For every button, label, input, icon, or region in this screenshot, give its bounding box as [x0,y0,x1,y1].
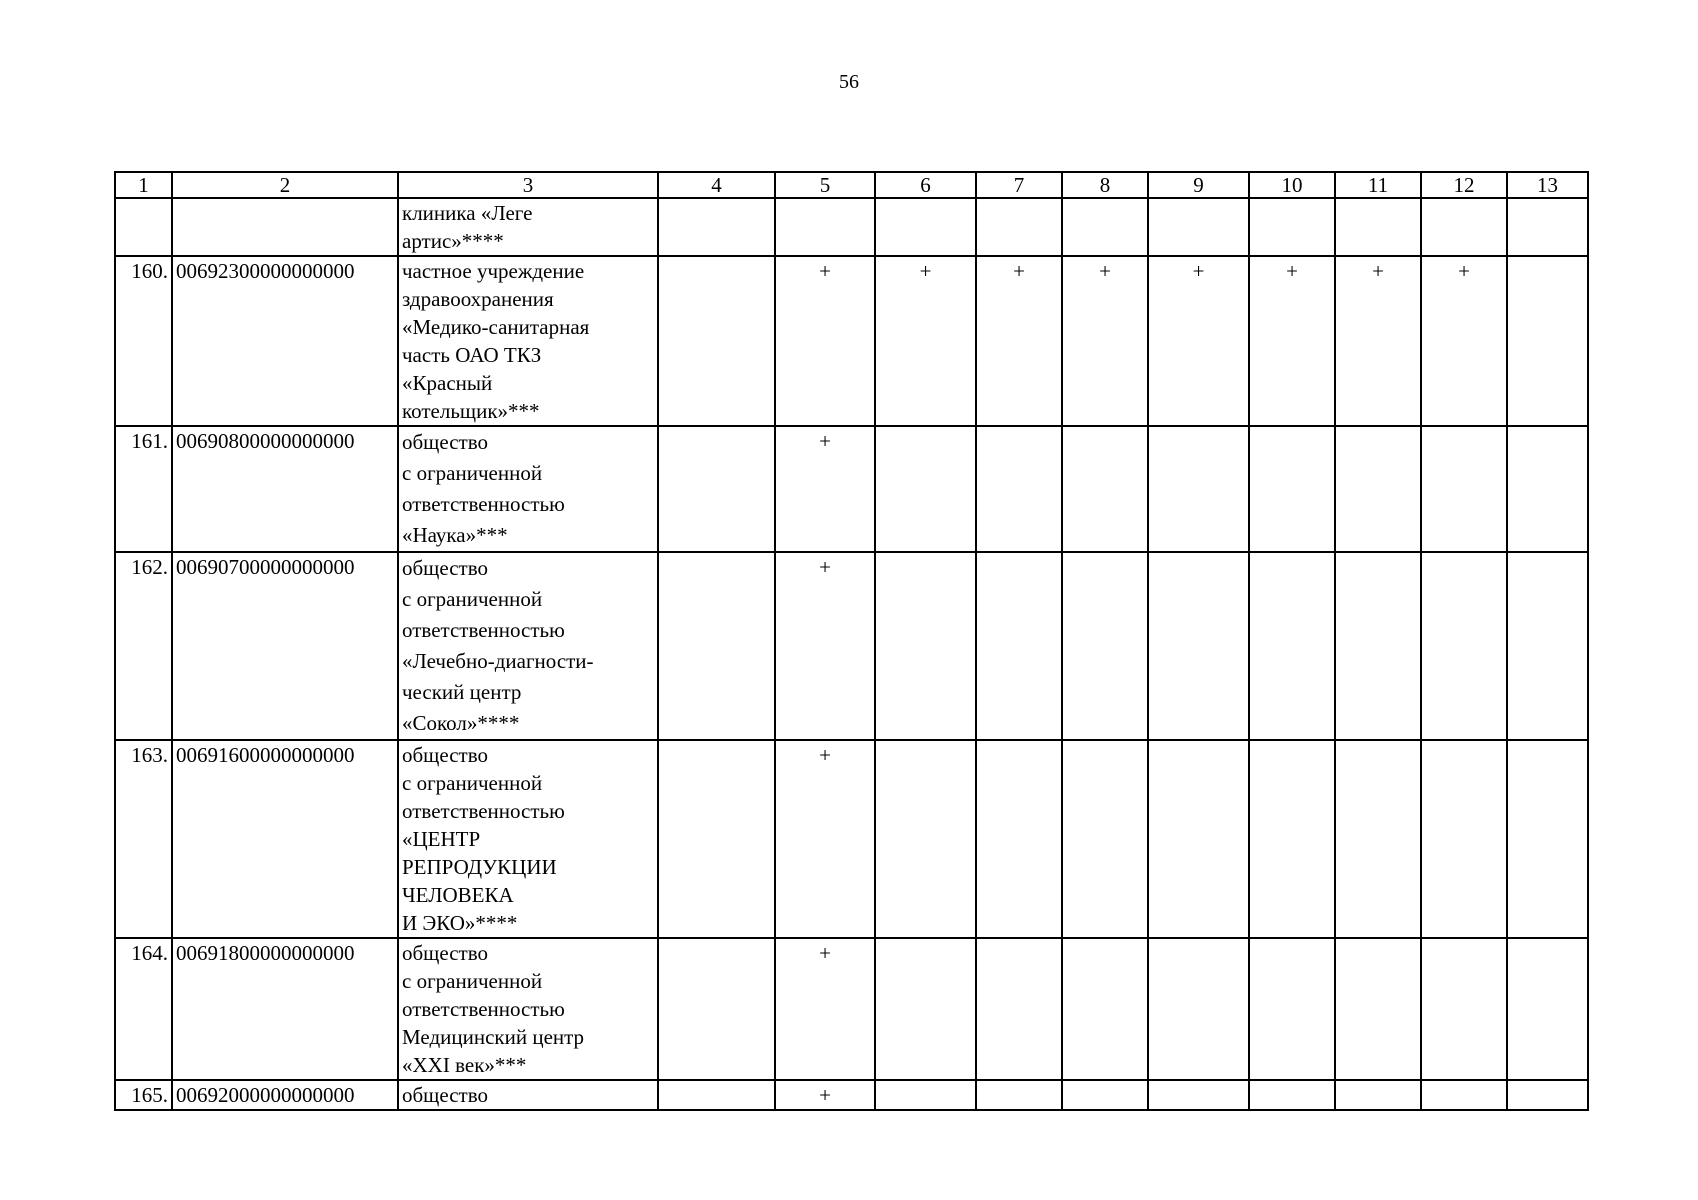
organization-name-line: ЧЕЛОВЕКА [402,883,514,907]
mark-cell-col-11 [1335,938,1421,1080]
organization-name-line: «ЦЕНТР [402,827,481,851]
mark-cell-col-8 [1062,552,1148,740]
organization-code [172,198,398,256]
mark-cell-col-8 [1062,198,1148,256]
organization-name-line: с ограниченной [402,969,543,993]
mark-cell-col-8 [1062,1080,1148,1110]
row-number [115,198,172,256]
mark-cell-col-4 [658,256,775,426]
organization-name-line: ответственностью [402,492,565,516]
mark-cell-col-9: + [1148,256,1249,426]
mark-cell-col-12: + [1421,256,1507,426]
organization-name-line: ответственностью [402,997,565,1021]
mark-cell-col-6: + [875,256,976,426]
organization-name-line: РЕПРОДУКЦИИ [402,855,557,879]
table-row [115,740,1588,938]
table-row [115,552,1588,740]
mark-cell-col-6 [875,426,976,552]
mark-cell-col-13 [1507,552,1588,740]
column-header-1: 1 [115,172,172,198]
column-header-2: 2 [172,172,398,198]
organization-name-line: котельщик»*** [402,399,540,423]
mark-cell-col-11 [1335,552,1421,740]
organization-name-line: клиника «Леге [402,201,533,225]
mark-cell-col-7 [976,552,1062,740]
organization-name-line: «Медико-санитарная [402,315,590,339]
mark-cell-col-5 [775,198,875,256]
organization-name-line: ответственностью [402,618,565,642]
page-number: 56 [839,71,859,93]
table-row [115,1080,1588,1110]
mark-cell-col-9 [1148,426,1249,552]
mark-cell-col-12 [1421,426,1507,552]
organization-code: 00691800000000000 [172,938,398,1080]
mark-cell-col-8: + [1062,256,1148,426]
column-header-13: 13 [1507,172,1588,198]
mark-cell-col-13 [1507,740,1588,938]
row-number: 161. [115,426,172,552]
organization-name-line: Медицинский центр [402,1025,585,1049]
mark-cell-col-6 [875,198,976,256]
organization-name-line: с ограниченной [402,771,543,795]
column-header-6: 6 [875,172,976,198]
organization-name [398,198,658,256]
mark-cell-col-7 [976,740,1062,938]
organization-name [398,552,658,740]
mark-cell-col-9 [1148,740,1249,938]
row-number: 160. [115,256,172,426]
mark-cell-col-5: + [775,1080,875,1110]
organization-name-line: «XXI век»*** [402,1053,527,1077]
mark-cell-col-7: + [976,256,1062,426]
mark-cell-col-4 [658,198,775,256]
table-row [115,198,1588,256]
mark-cell-col-4 [658,938,775,1080]
mark-cell-col-12 [1421,1080,1507,1110]
mark-cell-col-5: + [775,552,875,740]
table-body [115,198,1588,1110]
organization-code: 00690800000000000 [172,426,398,552]
mark-cell-col-10 [1249,552,1335,740]
organization-name-line: общество [402,743,488,767]
mark-cell-col-10 [1249,198,1335,256]
organization-name-line: здравоохранения [402,287,554,311]
organization-code: 00692300000000000 [172,256,398,426]
organization-name-line: с ограниченной [402,587,543,611]
mark-cell-col-12 [1421,198,1507,256]
mark-cell-col-13 [1507,426,1588,552]
mark-cell-col-9 [1148,938,1249,1080]
mark-cell-col-11 [1335,426,1421,552]
mark-cell-col-4 [658,740,775,938]
column-header-12: 12 [1421,172,1507,198]
organization-name-line: общество [402,430,488,454]
organization-name-line: ческий центр [402,680,522,704]
mark-cell-col-9 [1148,1080,1249,1110]
mark-cell-col-4 [658,426,775,552]
organization-name-line: общество [402,941,488,965]
mark-cell-col-7 [976,1080,1062,1110]
column-number-row [115,172,1588,198]
mark-cell-col-12 [1421,552,1507,740]
organization-name [398,426,658,552]
organization-code: 00692000000000000 [172,1080,398,1110]
table-row [115,256,1588,426]
row-number: 162. [115,552,172,740]
table-row [115,938,1588,1080]
row-number: 164. [115,938,172,1080]
organization-name-line: И ЭКО»**** [402,911,518,935]
mark-cell-col-9 [1148,198,1249,256]
mark-cell-col-6 [875,740,976,938]
organization-name-line: «Лечебно-диагности- [402,649,594,673]
mark-cell-col-7 [976,198,1062,256]
mark-cell-col-6 [875,938,976,1080]
column-header-3: 3 [398,172,658,198]
mark-cell-col-13 [1507,1080,1588,1110]
mark-cell-col-13 [1507,256,1588,426]
organization-name-line: артис»**** [402,229,504,253]
row-number: 163. [115,740,172,938]
mark-cell-col-13 [1507,198,1588,256]
column-header-9: 9 [1148,172,1249,198]
mark-cell-col-7 [976,426,1062,552]
mark-cell-col-9 [1148,552,1249,740]
organization-name-line: часть ОАО ТКЗ [402,343,542,367]
mark-cell-col-11 [1335,740,1421,938]
organization-name-line: «Наука»*** [402,523,508,547]
column-header-5: 5 [775,172,875,198]
organization-name [398,1080,658,1110]
row-number: 165. [115,1080,172,1110]
mark-cell-col-5: + [775,426,875,552]
mark-cell-col-11 [1335,198,1421,256]
organization-name-line: «Красный [402,371,493,395]
mark-cell-col-8 [1062,938,1148,1080]
mark-cell-col-13 [1507,938,1588,1080]
organization-code: 00690700000000000 [172,552,398,740]
mark-cell-col-10 [1249,426,1335,552]
organization-code: 00691600000000000 [172,740,398,938]
mark-cell-col-6 [875,552,976,740]
organization-name-line: частное учреждение [402,259,585,283]
column-header-4: 4 [658,172,775,198]
organization-name-line: общество [402,1083,488,1107]
column-header-10: 10 [1249,172,1335,198]
column-header-7: 7 [976,172,1062,198]
mark-cell-col-5: + [775,256,875,426]
table-row [115,426,1588,552]
mark-cell-col-8 [1062,740,1148,938]
mark-cell-col-11 [1335,1080,1421,1110]
mark-cell-col-10: + [1249,256,1335,426]
organization-name-line: с ограниченной [402,461,543,485]
mark-cell-col-5: + [775,938,875,1080]
mark-cell-col-11: + [1335,256,1421,426]
mark-cell-col-5: + [775,740,875,938]
mark-cell-col-8 [1062,426,1148,552]
organization-name [398,256,658,426]
mark-cell-col-10 [1249,1080,1335,1110]
mark-cell-col-12 [1421,740,1507,938]
mark-cell-col-7 [976,938,1062,1080]
medical-organizations-table [114,171,1589,1111]
column-header-11: 11 [1335,172,1421,198]
mark-cell-col-4 [658,552,775,740]
mark-cell-col-4 [658,1080,775,1110]
organization-name-line: «Сокол»**** [402,711,520,735]
mark-cell-col-10 [1249,740,1335,938]
organization-name [398,938,658,1080]
organization-name-line: ответственностью [402,799,565,823]
column-header-8: 8 [1062,172,1148,198]
mark-cell-col-10 [1249,938,1335,1080]
mark-cell-col-12 [1421,938,1507,1080]
mark-cell-col-6 [875,1080,976,1110]
organization-name [398,740,658,938]
organization-name-line: общество [402,556,488,580]
